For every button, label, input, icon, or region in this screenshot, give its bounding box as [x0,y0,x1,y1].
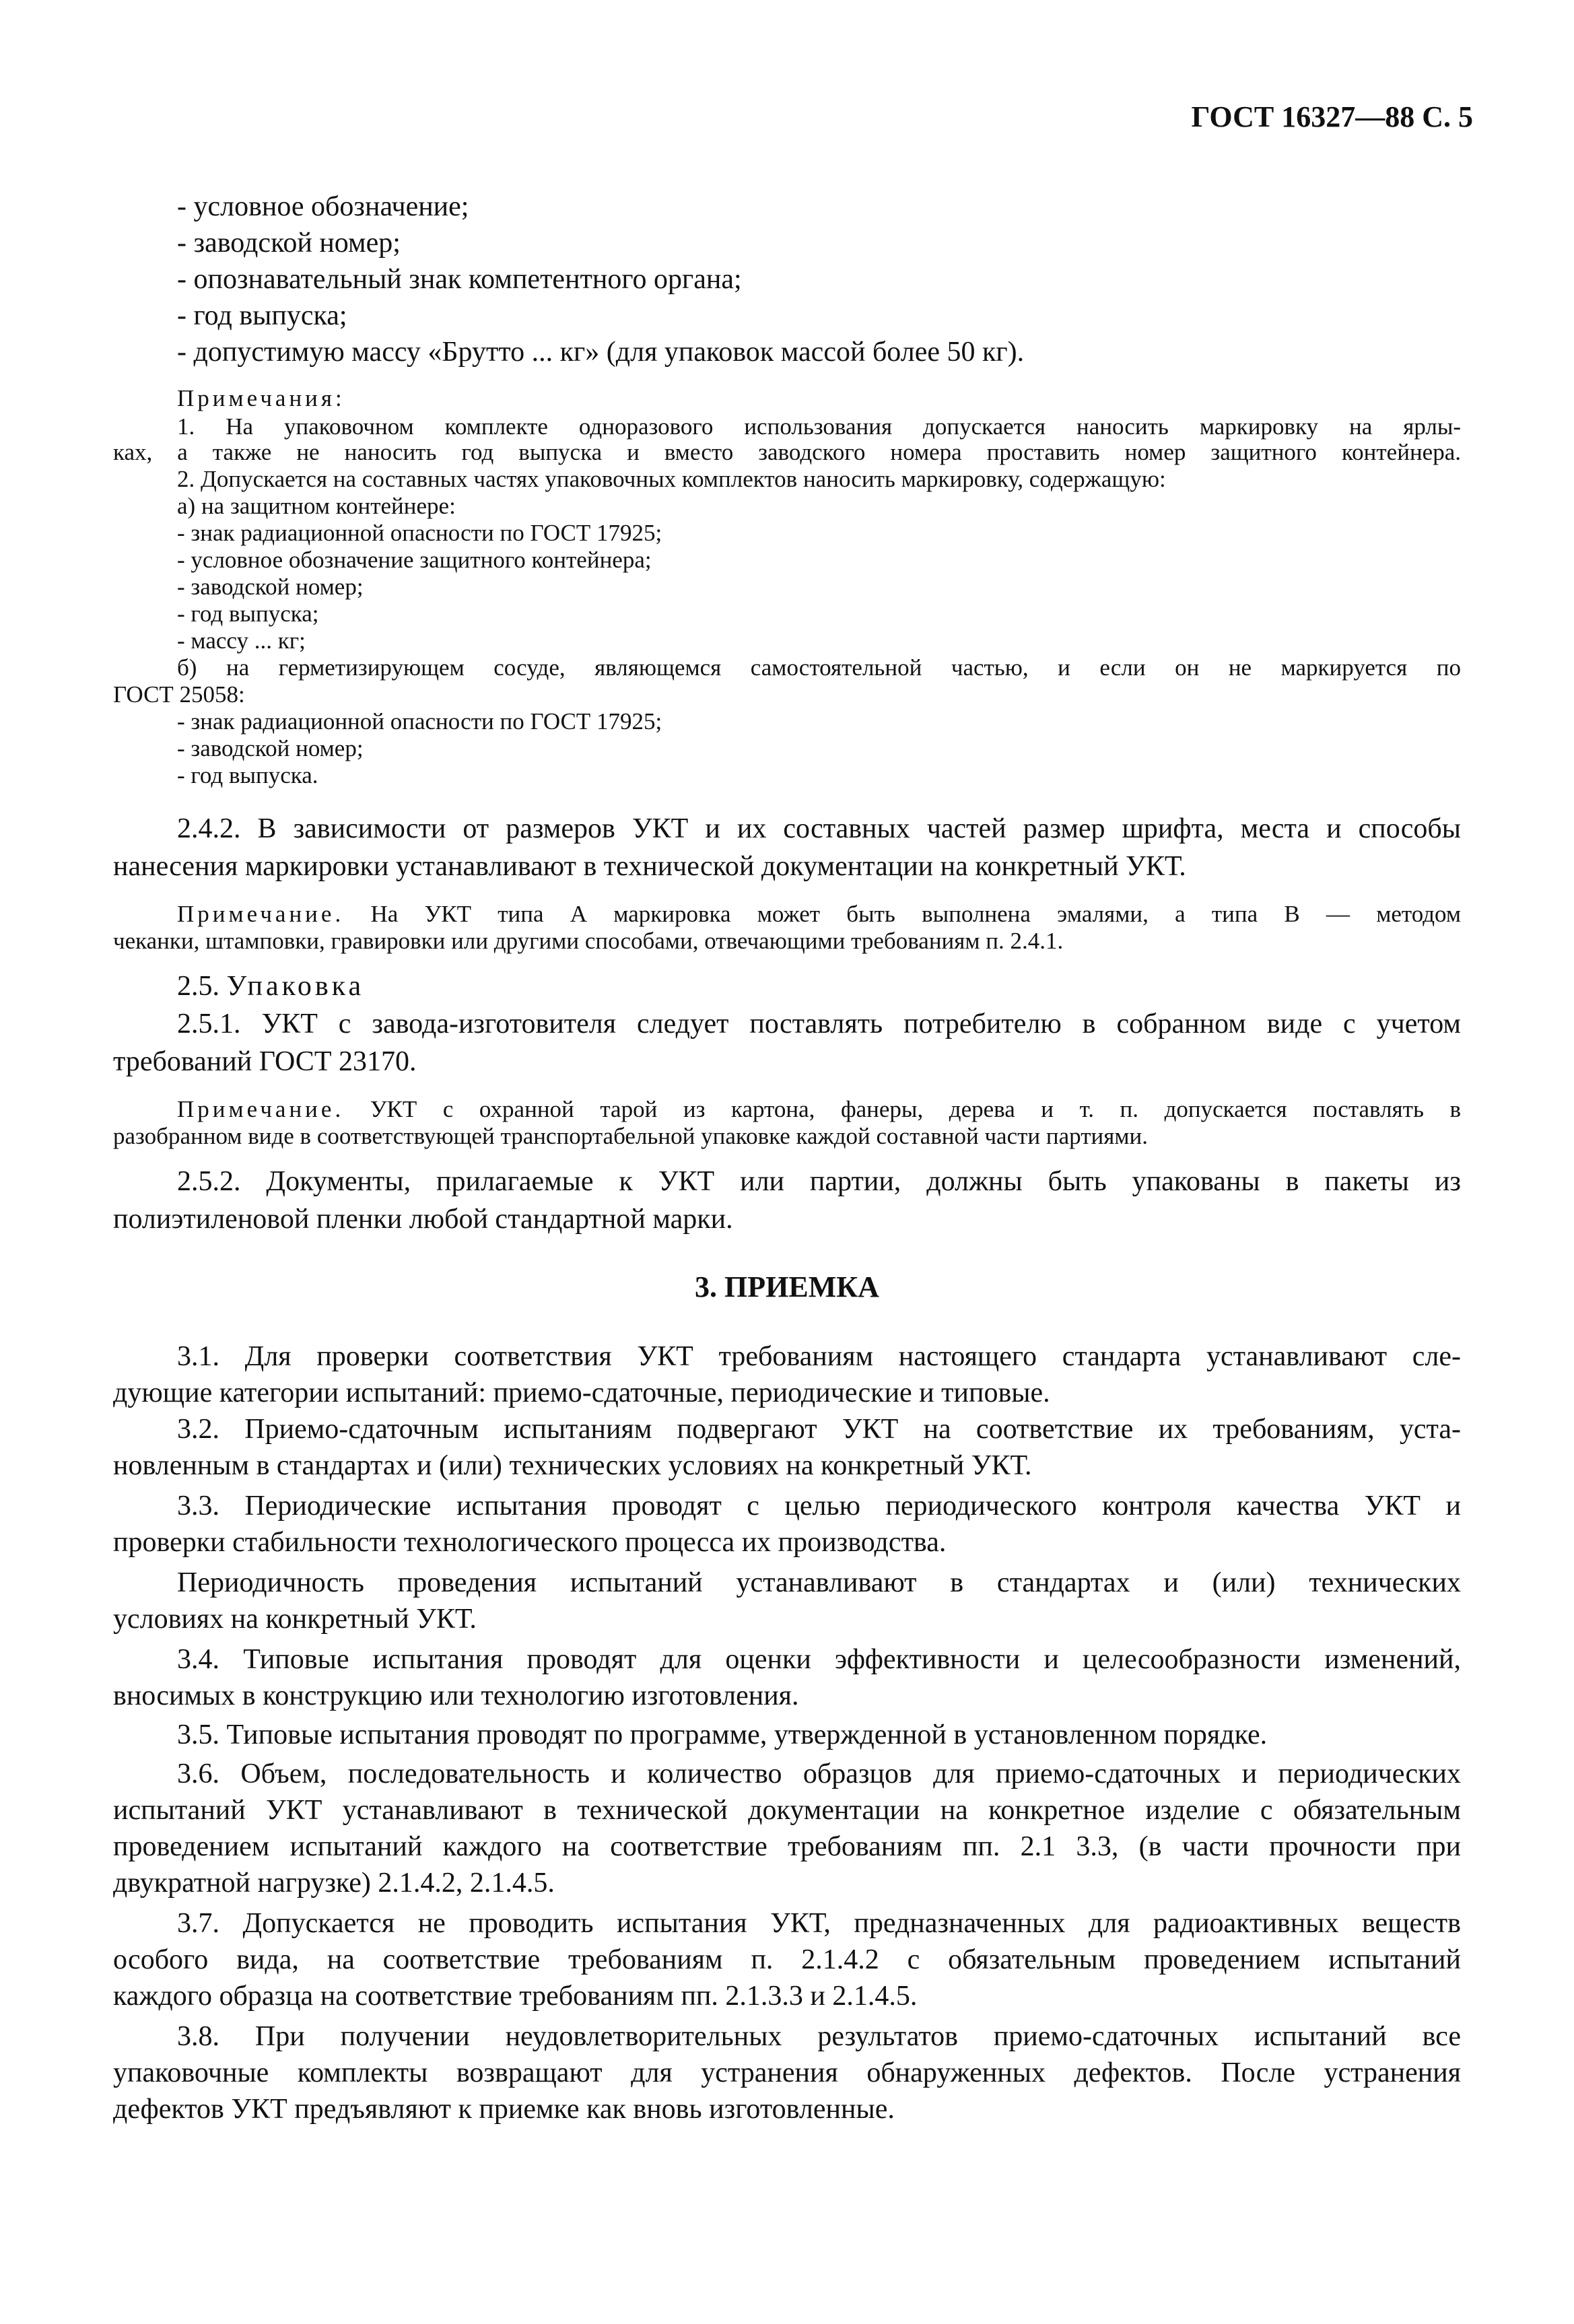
note-line: 1. На упаковочном комплекте одноразового использования допускается наносить маркировку на ярлы- [177,413,1461,440]
note-line: чеканки, штамповки, гравировки или другими способами, отвечающими требованиям п. 2.4.1. [113,928,1064,954]
note-line: - массу ... кг; [177,627,306,654]
note-line: б) на герметизирующем сосуде, являющемся самостоятельной частью, и если он не маркируется по [177,654,1461,681]
paragraph-line: проведением испытаний каждого на соответствие требованиям пп. 2.1 3.3, (в части прочности при [113,1831,1461,1862]
note-line: - год выпуска. [177,762,318,788]
paragraph-line: 3.7. Допускается не проводить испытания УКТ, предназначенных для радиоактивных веществ [177,1908,1461,1939]
paragraph-line: 3.6. Объем, последовательность и количество образцов для приемо-сдаточных и периодических [177,1758,1461,1789]
note-line: - знак радиационной опасности по ГОСТ 17925; [177,520,662,546]
note-line: - условное обозначение защитного контейнера; [177,547,652,573]
paragraph-line: особого вида, на соответствие требованиям п. 2.1.4.2 с обязательным проведением испытаний [113,1944,1461,1975]
paragraph-line: 3.5. Типовые испытания проводят по программе, утвержденной в установленном порядке. [177,1719,1268,1750]
list-item: - допустимую массу «Брутто ... кг» (для упаковок массой более 50 кг). [177,337,1025,368]
paragraph-line: 3.2. Приемо-сдаточным испытаниям подвергают УКТ на соответствие их требованиям, уста- [177,1414,1461,1445]
paragraph-line: проверки стабильности технологического процесса их производства. [113,1527,947,1558]
paragraph-line: испытаний УКТ устанавливают в технической документации на конкретное изделие с обязательным [113,1795,1461,1826]
paragraph-line: упаковочные комплекты возвращают для устранения обнаруженных дефектов. После устранения [113,2057,1461,2088]
paragraph-line: 3.4. Типовые испытания проводят для оценки эффективности и целесообразности изменений, [177,1644,1461,1675]
note-line: а) на защитном контейнере: [177,493,456,519]
paragraph-line: 3.8. При получении неудовлетворительных результатов приемо-сдаточных испытаний все [177,2021,1461,2052]
subsection-heading [177,969,364,1003]
list-item: - год выпуска; [177,300,347,331]
page-header: ГОСТ 16327—88 С. 5 [1191,100,1473,133]
list-item: - опознавательный знак компетентного органа; [177,264,742,295]
paragraph-line: 2.4.2. В зависимости от размеров УКТ и их составных частей размер шрифта, места и способы [177,813,1461,844]
note-text: На УКТ типа А маркировка может быть выполнена эмалями, а типа В — методом [370,901,1461,927]
note-text: УКТ с охранной тарой из картона, фанеры, дерева и т. п. допускается поставлять в [370,1096,1461,1122]
paragraph-line: двукратной нагрузке) 2.1.4.2, 2.1.4.5. [113,1868,555,1899]
paragraph-line: полиэтиленовой пленки любой стандартной марки. [113,1204,733,1235]
paragraph-line: каждого образца на соответствие требованиям пп. 2.1.3.3 и 2.1.4.5. [113,1981,918,2012]
paragraph-line: условиях на конкретный УКТ. [113,1604,477,1635]
paragraph-line: дефектов УКТ предъявляют к приемке как вновь изготовленные. [113,2094,895,2125]
note-label: Примечание. [177,901,345,927]
paragraph-line: дующие категории испытаний: приемо-сдаточные, периодические и типовые. [113,1377,1050,1408]
subsection-title: Упаковка [226,971,365,1002]
note-label: Примечание. [177,1096,345,1122]
paragraph-line: новленным в стандартах и (или) технических условиях на конкретный УКТ. [113,1450,1032,1481]
note-line: - заводской номер; [177,574,364,600]
paragraph-line: 2.5.1. УКТ с завода-изготовителя следует поставлять потребителю в собранном виде с учетом [177,1009,1461,1039]
paragraph-line: требований ГОСТ 23170. [113,1046,417,1077]
paragraph-line: нанесения маркировки устанавливают в технической документации на конкретный УКТ. [113,851,1186,882]
note-line [177,1096,1461,1123]
paragraph-line: 3.3. Периодические испытания проводят с целью периодического контроля качества УКТ и [177,1491,1461,1522]
note-line: - год выпуска; [177,601,319,627]
note-line: - заводской номер; [177,735,364,761]
note-line: 2. Допускается на составных частях упаковочных комплектов наносить маркировку, содержащую: [177,466,1166,492]
note-line: - знак радиационной опасности по ГОСТ 17925; [177,708,662,734]
note-line: разобранном виде в соответствующей транспортабельной упаковке каждой составной части партиями. [113,1123,1148,1149]
note-line [177,901,1461,928]
note-line: ках, а также не наносить год выпуска и вместо заводского номера проставить номер защитного контейнера. [113,439,1461,465]
subsection-number: 2.5. [177,971,219,1002]
paragraph-line: Периодичность проведения испытаний устанавливают в стандартах и (или) технических [177,1567,1461,1598]
notes-title: Примечания: [177,385,345,411]
list-item: - заводской номер; [177,228,401,259]
paragraph-line: 3.1. Для проверки соответствия УКТ требованиям настоящего стандарта устанавливают сле- [177,1341,1461,1372]
paragraph-line: вносимых в конструкцию или технологию изготовления. [113,1680,799,1711]
section-title: 3. ПРИЕМКА [695,1270,879,1303]
list-item: - условное обозначение; [177,191,469,222]
note-line: ГОСТ 25058: [113,681,245,708]
paragraph-line: 2.5.2. Документы, прилагаемые к УКТ или партии, должны быть упакованы в пакеты из [177,1166,1461,1197]
